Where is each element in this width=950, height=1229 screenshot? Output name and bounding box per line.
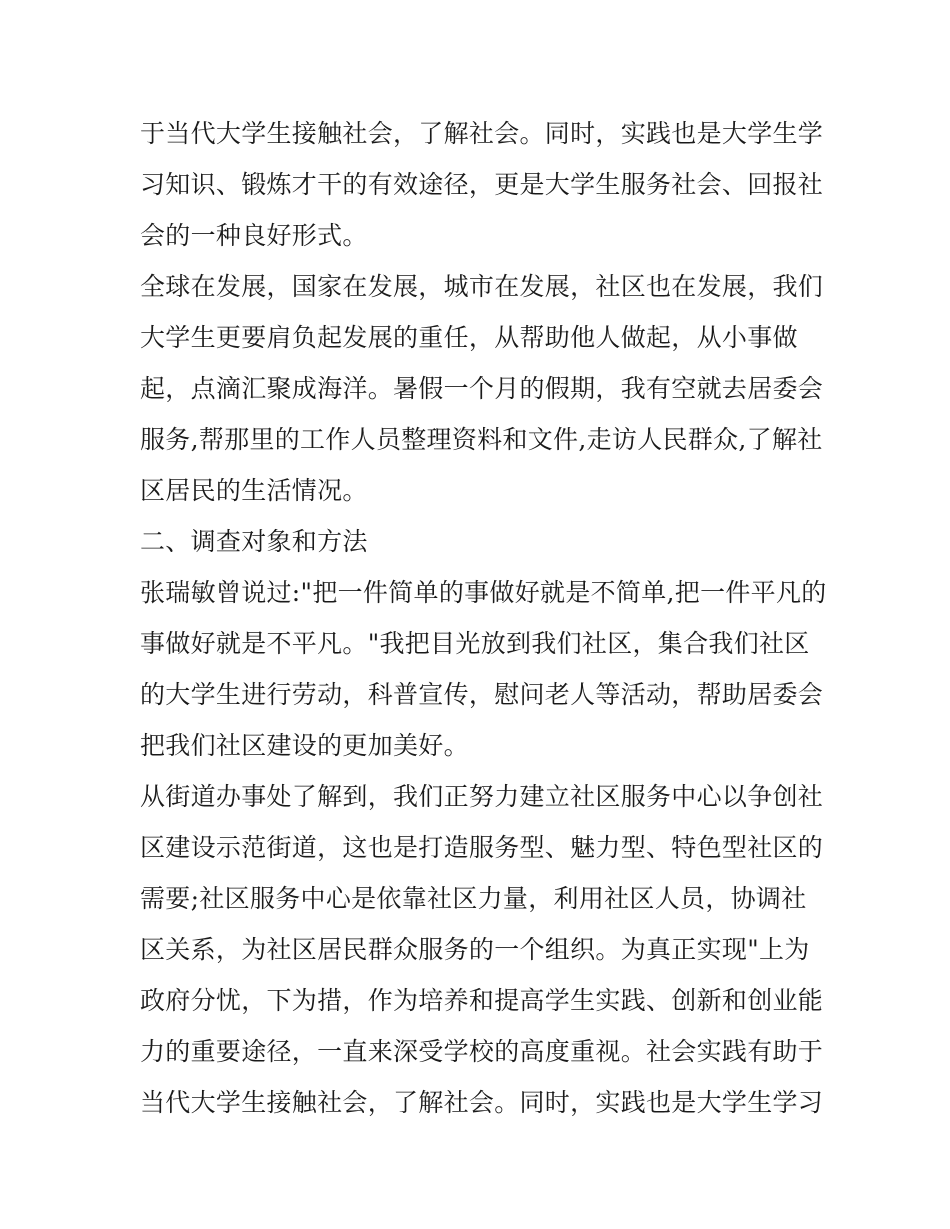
section-heading: 二、调查对象和方法 (140, 527, 368, 556)
text-line: 会的一种良好形式。 (140, 221, 368, 250)
text-line: 的大学生进行劳动，科普宣传，慰问老人等活动，帮助居委会 (140, 680, 824, 709)
text-line: 张瑞敏曾说过:"把一件简单的事做好就是不简单,把一件平凡的 (140, 578, 827, 607)
text-line: 区建设示范街道，这也是打造服务型、魅力型、特色型社区的 (140, 833, 824, 862)
text-line: 习知识、锻炼才干的有效途径，更是大学生服务社会、回报社 (140, 170, 824, 199)
text-line: 起，点滴汇聚成海洋。暑假一个月的假期，我有空就去居委会 (140, 374, 824, 403)
text-line: 力的重要途径，一直来深受学校的高度重视。社会实践有助于 (140, 1037, 824, 1066)
text-line: 区居民的生活情况。 (140, 476, 368, 505)
text-line: 政府分忧，下为措，作为培养和提高学生实践、创新和创业能 (140, 986, 824, 1015)
text-line: 需要;社区服务中心是依靠社区力量，利用社区人员，协调社 (140, 884, 807, 913)
text-line: 当代大学生接触社会，了解社会。同时，实践也是大学生学习 (140, 1088, 824, 1117)
text-line: 从街道办事处了解到，我们正努力建立社区服务中心以争创社 (140, 782, 824, 811)
text-line: 大学生更要肩负起发展的重任，从帮助他人做起，从小事做 (140, 323, 798, 352)
text-line: 事做好就是不平凡。"我把目光放到我们社区，集合我们社区 (140, 629, 810, 658)
text-line: 服务,帮那里的工作人员整理资料和文件,走访人民群众,了解社 (140, 425, 823, 454)
text-line: 全球在发展，国家在发展，城市在发展，社区也在发展，我们 (140, 272, 824, 301)
text-line: 于当代大学生接触社会，了解社会。同时，实践也是大学生学 (140, 119, 824, 148)
document-body (140, 108, 827, 1128)
text-line: 区关系，为社区居民群众服务的一个组织。为真正实现"上为 (140, 935, 810, 964)
text-line: 把我们社区建设的更加美好。 (140, 731, 469, 760)
